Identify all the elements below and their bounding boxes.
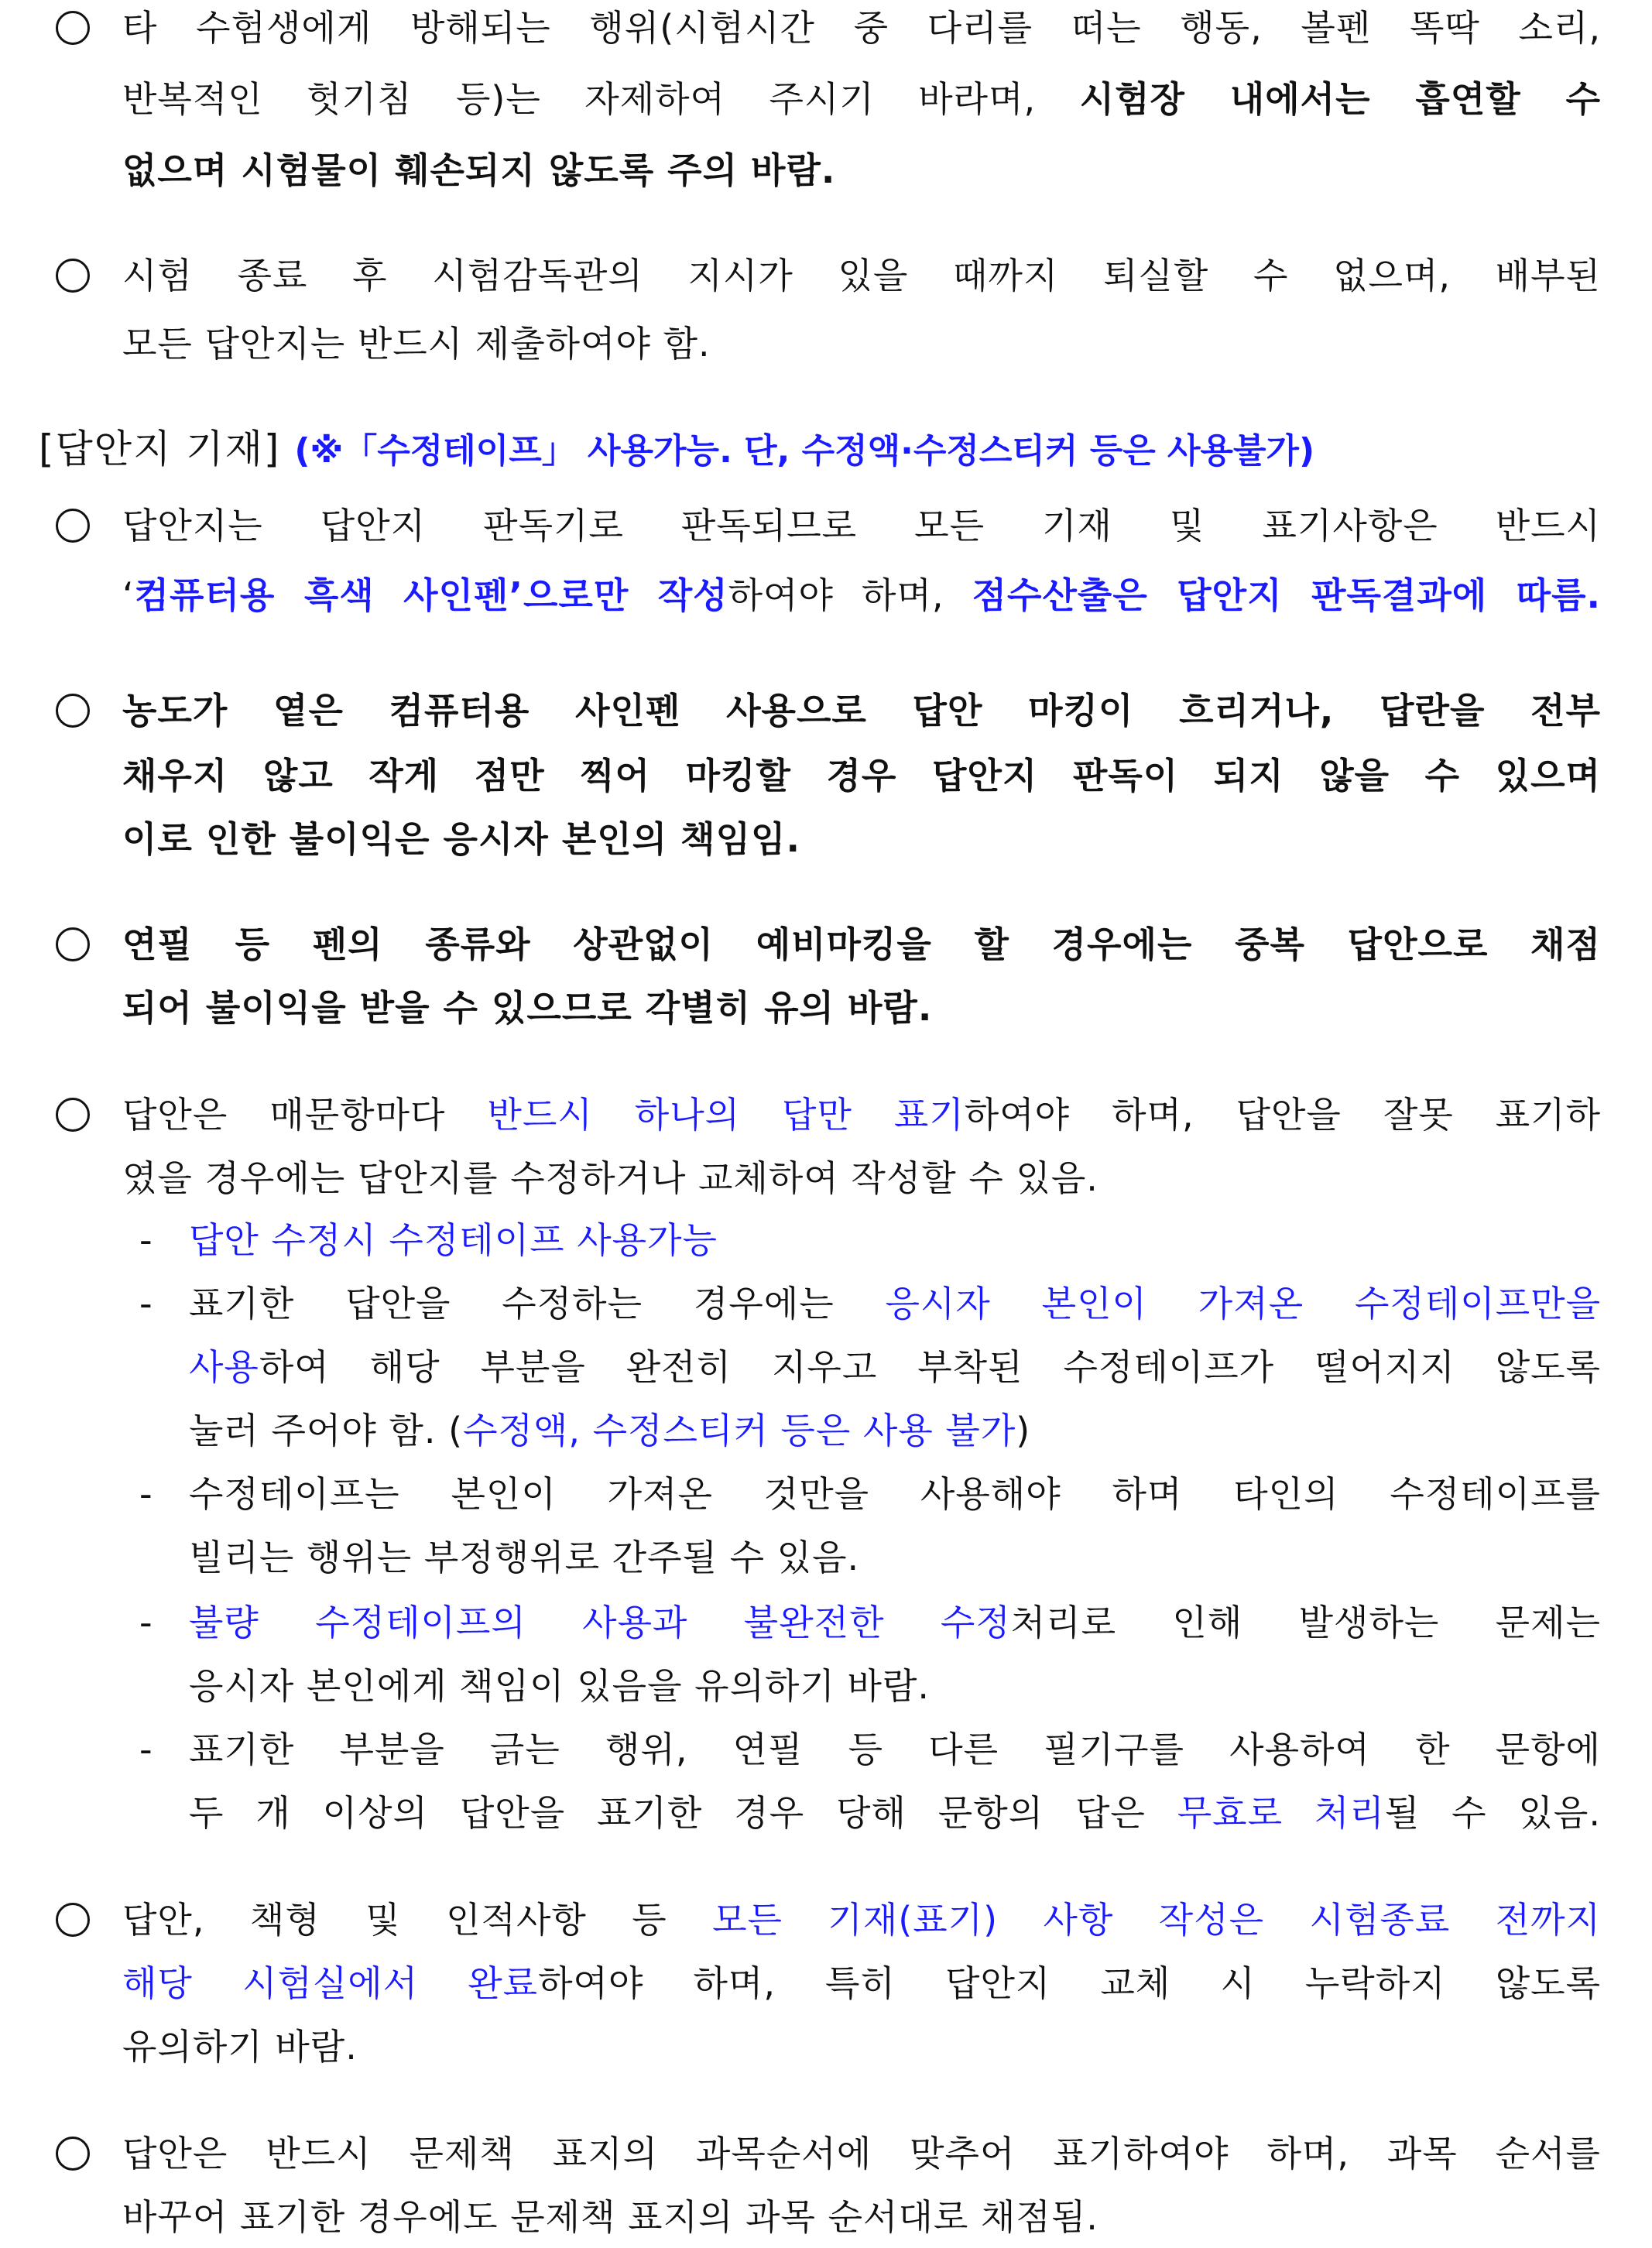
sub2-line2 [189, 1336, 1601, 1398]
item6-line1-text-2: 하여야 하며, 답안을 잘못 표기하 [964, 1094, 1602, 1136]
sub5-line1: 표기한 부분을 긁는 행위, 연필 등 다른 필기구를 사용하여 한 문항에 [189, 1729, 1601, 1770]
dash-marker: - [139, 1473, 153, 1515]
sub2-line3-emphasis: 수정액, 수정스티커 등은 사용 불가 [463, 1410, 1016, 1451]
section-heading [39, 418, 1314, 480]
sub2-line1-emphasis: 응시자 본인이 가져온 수정테이프만을 [885, 1283, 1602, 1324]
bullet-circle-icon [56, 694, 90, 728]
dash-marker: - [139, 1219, 153, 1261]
item7-line1 [122, 1889, 1601, 1951]
sub4-line1-emphasis: 불량 수정테이프의 사용과 불완전한 수정 [189, 1602, 1011, 1643]
item1-line1: 타 수험생에게 방해되는 행위(시험시간 중 다리를 떠는 행동, 볼펜 똑딱 소리, [122, 7, 1601, 49]
section-heading-title: [답안지 기재] [39, 427, 281, 471]
item1-line2-text: 반복적인 헛기침 등)는 자제하여 주시기 바라며, [122, 78, 1080, 120]
section-heading-note: (※「수정테이프」 사용가능. 단, 수정액·수정스티커 등은 사용불가) [294, 431, 1315, 471]
sub1-line1 [189, 1209, 1601, 1271]
item1-line2-bold: 시험장 내에서는 흡연할 수 [1079, 78, 1602, 120]
bullet-circle-icon [56, 11, 90, 45]
sub3-line1: 수정테이프는 본인이 가져온 것만을 사용해야 하며 타인의 수정테이프를 [189, 1473, 1601, 1515]
item1-line2 [122, 68, 1601, 130]
item4-line1: 농도가 옅은 컴퓨터용 사인펜 사용으로 답안 마킹이 흐리거나, 답란을 전부 [122, 690, 1601, 732]
item7-line2-emphasis: 해당 시험실에서 완료 [122, 1962, 539, 2004]
bullet-circle-icon [56, 509, 90, 543]
item5-line2: 되어 불이익을 받을 수 있으므로 각별히 유의 바람. [122, 987, 933, 1029]
item8-line1: 답안은 반드시 문제책 표지의 과목순서에 맞추어 표기하여야 하며, 과목 순서를 [122, 2133, 1601, 2174]
sub4-line2: 응시자 본인에게 책임이 있음을 유의하기 바람. [189, 1665, 931, 1707]
sub2-line3-text: 눌러 주어야 함. ( [189, 1410, 464, 1451]
sub5-line2 [189, 1782, 1601, 1844]
sub2-line1 [189, 1273, 1601, 1335]
item6-line1-emphasis: 반드시 하나의 답만 표기 [487, 1094, 965, 1136]
item3-emphasis-2: 점수산출은 답안지 판독결과에 따름. [972, 574, 1602, 616]
item6-line1 [122, 1084, 1601, 1146]
item7-line3: 유의하기 바람. [122, 2026, 358, 2068]
sub3-line2: 빌리는 행위는 부정행위로 간주될 수 있음. [189, 1537, 860, 1578]
item4-line2: 채우지 않고 작게 점만 찍어 마킹할 경우 답안지 판독이 되지 않을 수 있으며 [122, 755, 1601, 797]
item7-line1-text: 답안, 책형 및 인적사항 등 [122, 1899, 713, 1941]
item8-line2: 바꾸어 표기한 경우에도 문제책 표지의 과목 순서대로 채점됨. [122, 2196, 1098, 2238]
bullet-circle-icon [56, 259, 90, 293]
item3-line1: 답안지는 답안지 판독기로 판독되므로 모든 기재 및 표기사항은 반드시 [122, 505, 1601, 547]
item3-line2-text: 하여야 하며, [728, 574, 972, 616]
sub2-line3 [189, 1400, 1601, 1462]
bullet-circle-icon [56, 927, 90, 961]
sub4-line1 [189, 1592, 1601, 1653]
sub2-line2-text: 하여 해당 부분을 완전히 지우고 부착된 수정테이프가 떨어지지 않도록 [259, 1346, 1601, 1388]
item3-line2 [122, 564, 1601, 626]
sub2-line2-emphasis: 사용 [189, 1346, 259, 1388]
sub4-line1-text: 처리로 인해 발생하는 문제는 [1010, 1602, 1601, 1643]
dash-marker: - [139, 1729, 153, 1770]
item7-line1-emphasis: 모든 기재(표기) 사항 작성은 시험종료 전까지 [712, 1899, 1601, 1941]
item6-line2: 였을 경우에는 답안지를 수정하거나 교체하여 작성할 수 있음. [122, 1157, 1098, 1199]
bullet-circle-icon [56, 1903, 90, 1937]
sub5-line2-text: 두 개 이상의 답안을 표기한 경우 당해 문항의 답은 [189, 1792, 1177, 1834]
item7-line2 [122, 1952, 1601, 2014]
dash-marker: - [139, 1602, 153, 1643]
item1-line3: 없으며 시험물이 훼손되지 않도록 주의 바람. [122, 149, 836, 191]
sub5-line2-emphasis: 무효로 처리 [1177, 1792, 1385, 1834]
sub2-line1-text: 표기한 답안을 수정하는 경우에는 [189, 1283, 886, 1324]
sub5-line2-text-2: 될 수 있음. [1384, 1792, 1601, 1834]
item4-line3: 이로 인한 불이익은 응시자 본인의 책임임. [122, 818, 800, 860]
item3-quote-mark: ‘ [122, 574, 135, 616]
sub2-line3-text-2: ) [1016, 1410, 1031, 1451]
item5-line1: 연필 등 펜의 종류와 상관없이 예비마킹을 할 경우에는 중복 답안으로 채점 [122, 924, 1601, 965]
bullet-circle-icon [56, 1098, 90, 1132]
item3-emphasis-1: 컴퓨터용 흑색 사인펜’으로만 작성 [134, 574, 728, 616]
bullet-circle-icon [56, 2137, 90, 2171]
item2-line1: 시험 종료 후 시험감독관의 지시가 있을 때까지 퇴실할 수 없으며, 배부된 [122, 255, 1601, 296]
item2-line2: 모든 답안지는 반드시 제출하여야 함. [122, 323, 711, 365]
dash-marker: - [139, 1283, 153, 1324]
item7-line2-text: 하여야 하며, 특히 답안지 교체 시 누락하지 않도록 [538, 1962, 1601, 2004]
sub1-emphasis: 답안 수정시 수정테이프 사용가능 [189, 1219, 718, 1261]
item6-line1-text: 답안은 매문항마다 [122, 1094, 488, 1136]
